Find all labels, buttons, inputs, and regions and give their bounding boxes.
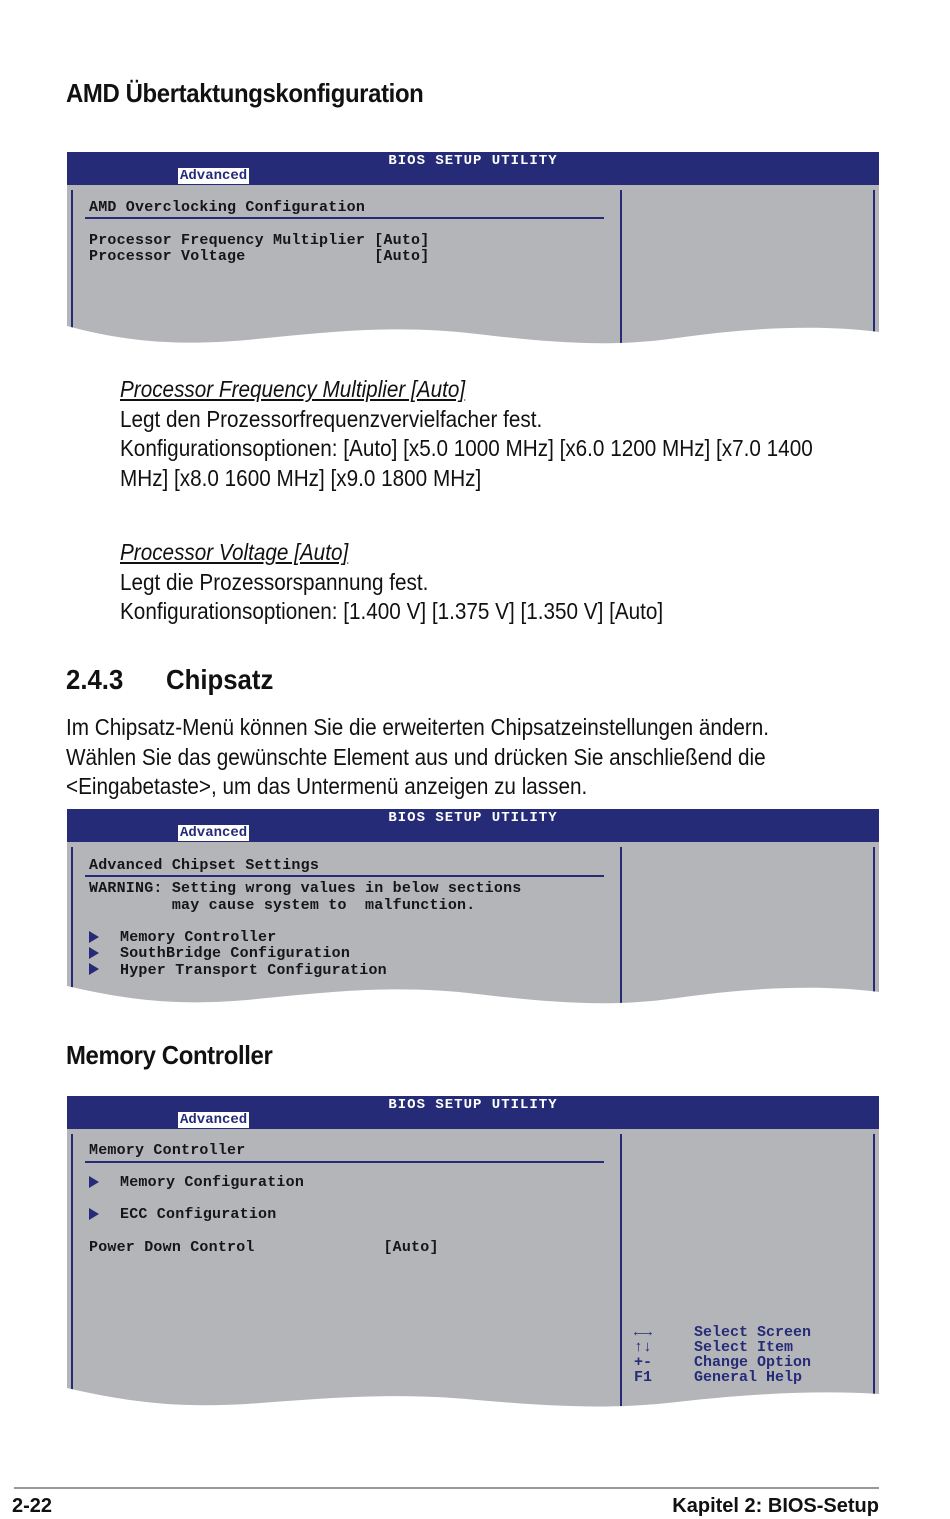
option-values-line2: MHz] [x8.0 1600 MHz] [x9.0 1800 MHz] xyxy=(120,464,482,491)
section-heading-memory-controller: Memory Controller xyxy=(66,1040,273,1070)
torn-edge xyxy=(67,312,879,362)
submenu-arrow-icon xyxy=(89,1176,99,1188)
help-key-f1: F1 xyxy=(634,1369,653,1386)
section-number: 2.4.3 xyxy=(66,664,124,695)
tab-advanced[interactable]: Advanced xyxy=(180,825,248,841)
menu-item-memory-controller[interactable]: Memory Controller xyxy=(120,929,277,946)
bios-panel-header: Memory Controller xyxy=(89,1142,246,1159)
setting-power-down-control[interactable]: Power Down Control [Auto] xyxy=(89,1239,439,1256)
submenu-arrow-icon xyxy=(89,947,99,959)
option-title: Processor Voltage [Auto] xyxy=(120,539,349,565)
intro-line: <Eingabetaste>, um das Untermenü anzeigen zu lassen. xyxy=(66,773,588,799)
bios-screenshot-memory-controller xyxy=(67,1096,879,1426)
option-description: Legt den Prozessorfrequenzvervielfacher fest. xyxy=(120,405,543,432)
bios-title: BIOS SETUP UTILITY xyxy=(388,1097,558,1113)
option-values: Konfigurationsoptionen: [1.400 V] [1.375 V] [1.350 V] [Auto] xyxy=(120,598,664,624)
setting-processor-frequency-multiplier[interactable]: Processor Frequency Multiplier [Auto] xyxy=(89,232,430,249)
help-select-item: Select Item xyxy=(694,1339,794,1356)
chapter-title: Kapitel 2: BIOS-Setup xyxy=(672,1495,879,1517)
warning-line-2: may cause system to malfunction. xyxy=(89,897,476,914)
help-select-screen: Select Screen xyxy=(694,1324,812,1341)
header-separator xyxy=(85,1161,604,1163)
bios-screenshot-chipset xyxy=(67,809,879,1019)
section-heading-amd: AMD Übertaktungskonfiguration xyxy=(66,78,424,108)
option-values-line1: Konfigurationsoptionen: [Auto] [x5.0 1000 MHz] [x6.0 1200 MHz] [x7.0 1400 xyxy=(120,435,813,461)
bios-title: BIOS SETUP UTILITY xyxy=(388,153,558,169)
tab-advanced[interactable]: Advanced xyxy=(180,1112,248,1128)
submenu-arrow-icon xyxy=(89,1208,99,1220)
bios-title: BIOS SETUP UTILITY xyxy=(388,810,558,826)
option-title: Processor Frequency Multiplier [Auto] xyxy=(120,376,466,402)
option-description: Legt die Prozessorspannung fest. xyxy=(120,568,429,595)
menu-item-memory-configuration[interactable]: Memory Configuration xyxy=(120,1174,305,1191)
warning-line-1: WARNING: Setting wrong values in below sections xyxy=(89,880,522,897)
help-key-select-item-icon: ↑↓ xyxy=(634,1339,653,1356)
menu-item-southbridge[interactable]: SouthBridge Configuration xyxy=(120,945,351,962)
menu-item-ecc-configuration[interactable]: ECC Configuration xyxy=(120,1206,277,1223)
help-key-select-screen-icon: ←→ xyxy=(634,1324,653,1341)
section-heading-chipsatz: Chipsatz xyxy=(166,664,274,695)
help-change-option: Change Option xyxy=(694,1354,812,1371)
option-frequency-multiplier xyxy=(120,375,813,493)
intro-line: Im Chipsatz-Menü können Sie die erweiterten Chipsatzeinstellungen ändern. xyxy=(66,714,770,740)
footer-rule xyxy=(14,1487,879,1489)
bios-panel-header: AMD Overclocking Configuration xyxy=(89,199,366,216)
bios-screenshot-overclocking xyxy=(67,152,879,362)
header-separator xyxy=(85,875,604,877)
intro-line: Wählen Sie das gewünschte Element aus und drücken Sie anschließend die xyxy=(66,743,766,770)
bios-panel-header: Advanced Chipset Settings xyxy=(89,857,320,874)
menu-item-hyper-transport[interactable]: Hyper Transport Configuration xyxy=(120,962,387,979)
page-number: 2-22 xyxy=(12,1495,53,1517)
torn-edge xyxy=(67,974,879,1019)
setting-processor-voltage[interactable]: Processor Voltage [Auto] xyxy=(89,248,430,265)
torn-edge xyxy=(67,1380,879,1426)
help-general-help: General Help xyxy=(694,1369,803,1386)
header-separator xyxy=(85,217,604,219)
chipsatz-intro xyxy=(66,713,769,802)
tab-advanced[interactable]: Advanced xyxy=(180,168,248,184)
help-key-change-option: +- xyxy=(634,1354,653,1371)
option-processor-voltage xyxy=(120,538,663,627)
submenu-arrow-icon xyxy=(89,931,99,943)
